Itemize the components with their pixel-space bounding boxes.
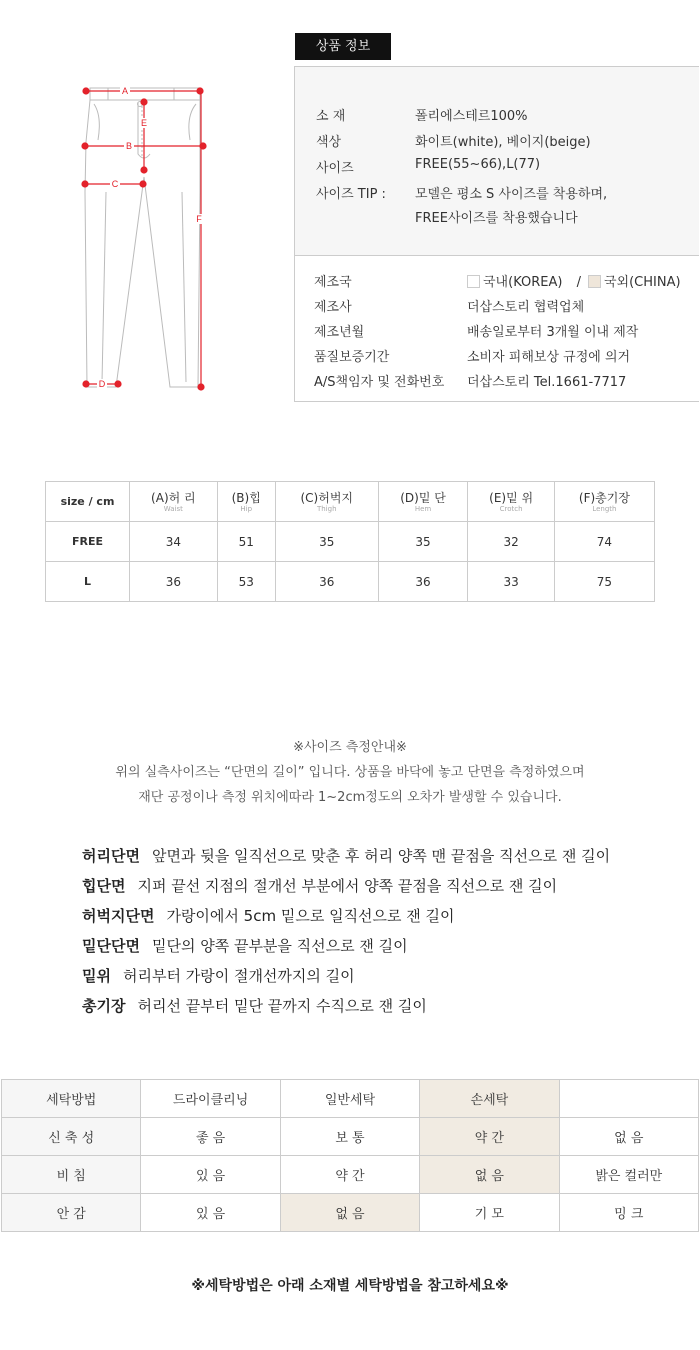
guide-line-1: 위의 실측사이즈는 “단면의 길이” 입니다. 상품을 바닥에 놓고 단면을 측정하였으며 (115, 765, 585, 780)
product-info-box: 소 재 폴리에스테르100% 색상 화이트(white), 베이지(beige) 사이즈 FREE(55~66),L(77) 사이즈 TIP : 모델은 평소 S 사이즈를 착용하며, FREE사이즈를 착용했습니다 제조국 국내(KOREA) / 국외(CHINA) 제조사 더삽스토리 협력업체 제조년월 배송일로부터 3개월 이내 제작 품질보증기간 소비자 피해보상 규정에 의거 A/S책임자 및 전화번호 더삽스토리 Tel.1661-7717 (294, 66, 699, 402)
origin-korea: 국내(KOREA) (483, 275, 563, 290)
table-row: L 36 53 36 36 33 75 (46, 562, 655, 602)
pants-diagram (78, 82, 218, 397)
care-table (1, 1079, 699, 1232)
diagram-label-e: E (140, 118, 148, 128)
table-row: 안 감 있 음 없 음 기 모 밍 크 (2, 1194, 699, 1232)
col-thigh: (C)허벅지 Thigh (275, 482, 378, 522)
diagram-label-f: F (196, 214, 202, 224)
size-corner: size / cm (46, 482, 130, 522)
col-hip: (B)힙 Hip (217, 482, 275, 522)
measure-hem: 밑단단면 밑단의 양쪽 끝부분을 직선으로 잰 길이 (82, 937, 408, 955)
diagram-label-a: A (121, 86, 129, 96)
product-info-tab: 상품 정보 (295, 33, 391, 60)
guide-title: ※사이즈 측정안내※ (293, 740, 407, 755)
table-row: 비 침 있 음 약 간 없 음 밝은 컬러만 (2, 1156, 699, 1194)
measure-waist: 허리단면 앞면과 뒷을 일직선으로 맞춘 후 허리 양쪽 맨 끝점을 직선으로 잰 길이 (82, 847, 611, 865)
care-note: ※세탁방법은 아래 소재별 세탁방법을 참고하세요※ (191, 1278, 509, 1294)
measure-length: 총기장 허리선 끝부터 밑단 끝까지 수직으로 잰 길이 (82, 997, 427, 1015)
measure-crotch: 밑위 허리부터 가랑이 절개선까지의 길이 (82, 967, 355, 985)
korea-swatch (467, 275, 480, 288)
table-row: FREE 34 51 35 35 32 74 (46, 522, 655, 562)
diagram-label-b: B (125, 141, 133, 151)
table-row: 신 축 성 좋 음 보 통 약 간 없 음 (2, 1118, 699, 1156)
measure-thigh: 허벅지단면 가랑이에서 5cm 밑으로 일직선으로 잰 길이 (82, 907, 455, 925)
size-table (45, 481, 655, 602)
diagram-label-c: C (111, 179, 119, 189)
table-row: 세탁방법 드라이클리닝 일반세탁 손세탁 (2, 1080, 699, 1118)
guide-line-2: 재단 공정이나 측정 위치에따라 1~2cm정도의 오차가 발생할 수 있습니다. (138, 790, 562, 805)
origin-china: 국외(CHINA) (603, 275, 681, 290)
col-crotch: (E)밑 위 Crotch (468, 482, 554, 522)
col-length: (F)총기장 Length (554, 482, 654, 522)
col-hem: (D)밑 단 Hem (378, 482, 468, 522)
spec-panel: 소 재 폴리에스테르100% 색상 화이트(white), 베이지(beige) 사이즈 FREE(55~66),L(77) 사이즈 TIP : 모델은 평소 S 사이즈를 착용하며, FREE사이즈를 착용했습니다 (295, 67, 699, 256)
col-waist: (A)허 리 Waist (130, 482, 218, 522)
china-swatch (588, 275, 601, 288)
diagram-label-d: D (98, 379, 106, 389)
measure-hip: 힙단면 지퍼 끝선 지점의 절개선 부분에서 양쪽 끝점을 직선으로 잰 길이 (82, 877, 558, 895)
